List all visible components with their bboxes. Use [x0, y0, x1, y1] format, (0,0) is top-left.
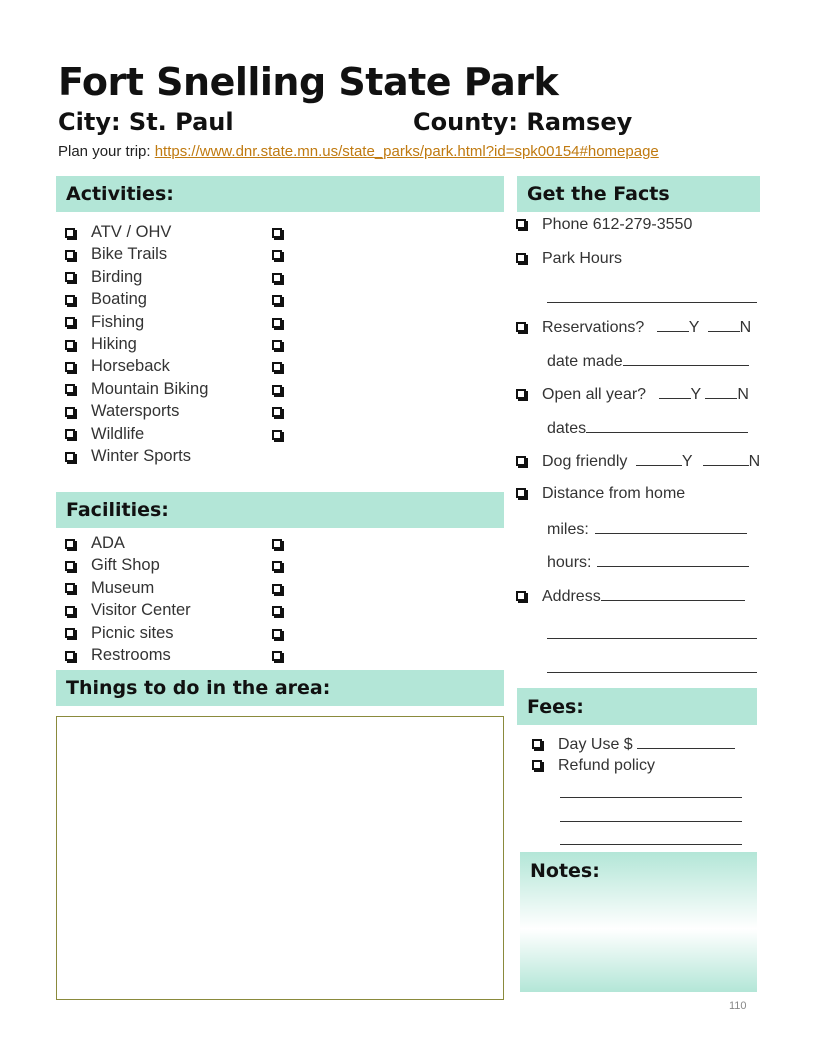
activities-checkbox[interactable] — [65, 407, 75, 417]
facilities-checkbox[interactable] — [65, 561, 75, 571]
address-label: Address — [542, 588, 601, 605]
phone-label: Phone 612-279-3550 — [542, 216, 693, 233]
facilities-checkbox[interactable] — [65, 606, 75, 616]
things-to-do-heading: Things to do in the area: — [56, 670, 504, 706]
facilities-checkbox[interactable] — [65, 651, 75, 661]
dog-friendly-label: Dog friendly — [542, 453, 628, 470]
facilities-item — [65, 646, 171, 665]
address-line-2[interactable] — [547, 624, 757, 639]
dates-label: dates — [547, 420, 587, 437]
address-row — [516, 586, 745, 606]
date-made-label: date made — [547, 353, 623, 370]
facilities-blank-checkbox[interactable] — [272, 584, 282, 594]
activities-item — [65, 268, 142, 287]
date-made-row — [547, 351, 749, 371]
refund-line-1[interactable] — [560, 783, 742, 798]
distance-checkbox[interactable] — [516, 488, 526, 498]
page-title: Fort Snelling State Park — [58, 60, 559, 104]
activities-label: Wildlife — [91, 424, 145, 443]
facts-heading: Get the Facts — [517, 176, 760, 212]
open-yes-line[interactable] — [659, 384, 691, 399]
activities-label: Horseback — [91, 357, 170, 376]
day-use-row — [532, 734, 735, 754]
facilities-label: Restrooms — [91, 646, 171, 664]
activities-label: Fishing — [91, 312, 145, 331]
activities-label: Boating — [91, 290, 147, 309]
dates-row — [547, 418, 748, 438]
park-hours-checkbox[interactable] — [516, 253, 526, 263]
phone-row — [516, 216, 692, 234]
activities-label: Winter Sports — [91, 447, 191, 465]
refund-row — [532, 757, 655, 775]
reservations-checkbox[interactable] — [516, 322, 526, 332]
reservations-no-line[interactable] — [708, 317, 740, 332]
reservations-label: Reservations? — [542, 319, 645, 336]
activities-item — [65, 313, 144, 332]
facilities-item — [65, 556, 160, 575]
facilities-label: Visitor Center — [91, 601, 191, 620]
yes-label: Y — [688, 319, 700, 336]
address-line-1[interactable] — [601, 586, 745, 601]
activities-label: Hiking — [91, 335, 137, 353]
activities-item — [65, 380, 208, 399]
activities-checkbox[interactable] — [65, 272, 75, 282]
activities-checkbox[interactable] — [65, 317, 75, 327]
open-all-year-checkbox[interactable] — [516, 389, 526, 399]
facilities-label: ADA — [91, 534, 125, 552]
facilities-blank-checkbox[interactable] — [272, 651, 282, 661]
facilities-item — [65, 624, 174, 643]
no-label: N — [748, 453, 761, 470]
activities-item — [65, 402, 179, 421]
facilities-blank-checkbox[interactable] — [272, 539, 282, 549]
no-label: N — [737, 386, 749, 403]
refund-checkbox[interactable] — [532, 760, 542, 770]
facilities-checkbox[interactable] — [65, 539, 75, 549]
activities-item — [65, 335, 137, 354]
activities-item — [65, 425, 144, 444]
activities-blank-checkbox[interactable] — [272, 318, 282, 328]
activities-blank-checkbox[interactable] — [272, 228, 282, 238]
day-use-checkbox[interactable] — [532, 739, 542, 749]
fees-heading: Fees: — [517, 688, 757, 725]
dog-friendly-checkbox[interactable] — [516, 456, 526, 466]
facilities-item — [65, 601, 191, 620]
activities-blank-checkbox[interactable] — [272, 295, 282, 305]
activities-item — [65, 290, 147, 309]
activities-label: ATV / OHV — [91, 223, 172, 241]
activities-item — [65, 245, 167, 264]
reservations-row — [516, 317, 751, 337]
activities-blank-checkbox[interactable] — [272, 385, 282, 395]
plan-trip-label: Plan your trip: — [58, 143, 155, 160]
activities-label: Mountain Biking — [91, 379, 209, 398]
activities-label: Birding — [91, 267, 143, 286]
open-no-line[interactable] — [705, 384, 737, 399]
date-made-line[interactable] — [623, 351, 749, 366]
park-hours-row — [516, 250, 622, 268]
activities-checkbox[interactable] — [65, 295, 75, 305]
hours-line[interactable] — [597, 552, 749, 567]
park-url-link[interactable]: https://www.dnr.state.mn.us/state_parks/park.html?id=spk00154#homepage — [154, 143, 659, 160]
activities-blank-checkbox[interactable] — [272, 362, 282, 372]
facilities-item — [65, 534, 125, 553]
miles-label: miles: — [547, 521, 589, 538]
no-label: N — [739, 319, 752, 336]
activities-checkbox[interactable] — [65, 362, 75, 372]
dog-no-line[interactable] — [703, 451, 749, 466]
yes-label: Y — [690, 386, 701, 403]
distance-row — [516, 485, 685, 503]
facilities-blank-checkbox[interactable] — [272, 606, 282, 616]
facilities-item — [65, 579, 154, 598]
miles-line[interactable] — [595, 519, 747, 534]
activities-checkbox[interactable] — [65, 228, 75, 238]
activities-blank-checkbox[interactable] — [272, 430, 282, 440]
address-line-3[interactable] — [547, 658, 757, 673]
facilities-checkbox[interactable] — [65, 583, 75, 593]
page-number: 110 — [729, 1000, 747, 1012]
day-use-line[interactable] — [637, 734, 735, 749]
activities-label: Bike Trails — [91, 245, 168, 264]
dog-friendly-row — [516, 451, 760, 471]
yes-label: Y — [681, 453, 693, 470]
activities-checkbox[interactable] — [65, 452, 75, 462]
activities-blank-checkbox[interactable] — [272, 407, 282, 417]
things-to-do-box[interactable] — [56, 716, 504, 1000]
phone-checkbox[interactable] — [516, 219, 526, 229]
facilities-blank-checkbox[interactable] — [272, 561, 282, 571]
facilities-label: Museum — [91, 578, 155, 597]
dog-yes-line[interactable] — [636, 451, 682, 466]
activities-blank-checkbox[interactable] — [272, 340, 282, 350]
activities-checkbox[interactable] — [65, 340, 75, 350]
refund-label: Refund policy — [558, 757, 655, 774]
facilities-checkbox[interactable] — [65, 628, 75, 638]
activities-checkbox[interactable] — [65, 384, 75, 394]
county-label: County: Ramsey — [413, 108, 633, 136]
facilities-heading: Facilities: — [56, 492, 504, 528]
refund-line-2[interactable] — [560, 807, 742, 822]
activities-blank-checkbox[interactable] — [272, 273, 282, 283]
city-label: City: St. Paul — [58, 108, 234, 136]
distance-label: Distance from home — [542, 485, 686, 502]
reservations-yes-line[interactable] — [657, 317, 689, 332]
facilities-label: Gift Shop — [91, 556, 160, 575]
open-all-year-label: Open all year? — [542, 386, 647, 403]
activities-blank-checkbox[interactable] — [272, 250, 282, 260]
plan-trip-line — [58, 143, 659, 160]
refund-line-3[interactable] — [560, 830, 742, 845]
open-all-year-row — [516, 384, 749, 404]
miles-row — [547, 519, 747, 539]
park-hours-line[interactable] — [547, 288, 757, 303]
notes-heading: Notes: — [530, 860, 600, 882]
facilities-blank-checkbox[interactable] — [272, 629, 282, 639]
activities-item — [65, 447, 191, 466]
day-use-label: Day Use $ — [558, 736, 633, 753]
address-checkbox[interactable] — [516, 591, 526, 601]
activities-checkbox[interactable] — [65, 429, 75, 439]
activities-heading: Activities: — [56, 176, 504, 212]
activities-item — [65, 357, 170, 376]
dates-line[interactable] — [586, 418, 748, 433]
park-hours-label: Park Hours — [542, 250, 623, 267]
facilities-label: Picnic sites — [91, 623, 174, 642]
activities-checkbox[interactable] — [65, 250, 75, 260]
notes-box[interactable] — [520, 852, 757, 992]
hours-row — [547, 552, 749, 572]
activities-label: Watersports — [91, 402, 180, 421]
activities-item — [65, 223, 171, 242]
hours-label: hours: — [547, 554, 592, 571]
